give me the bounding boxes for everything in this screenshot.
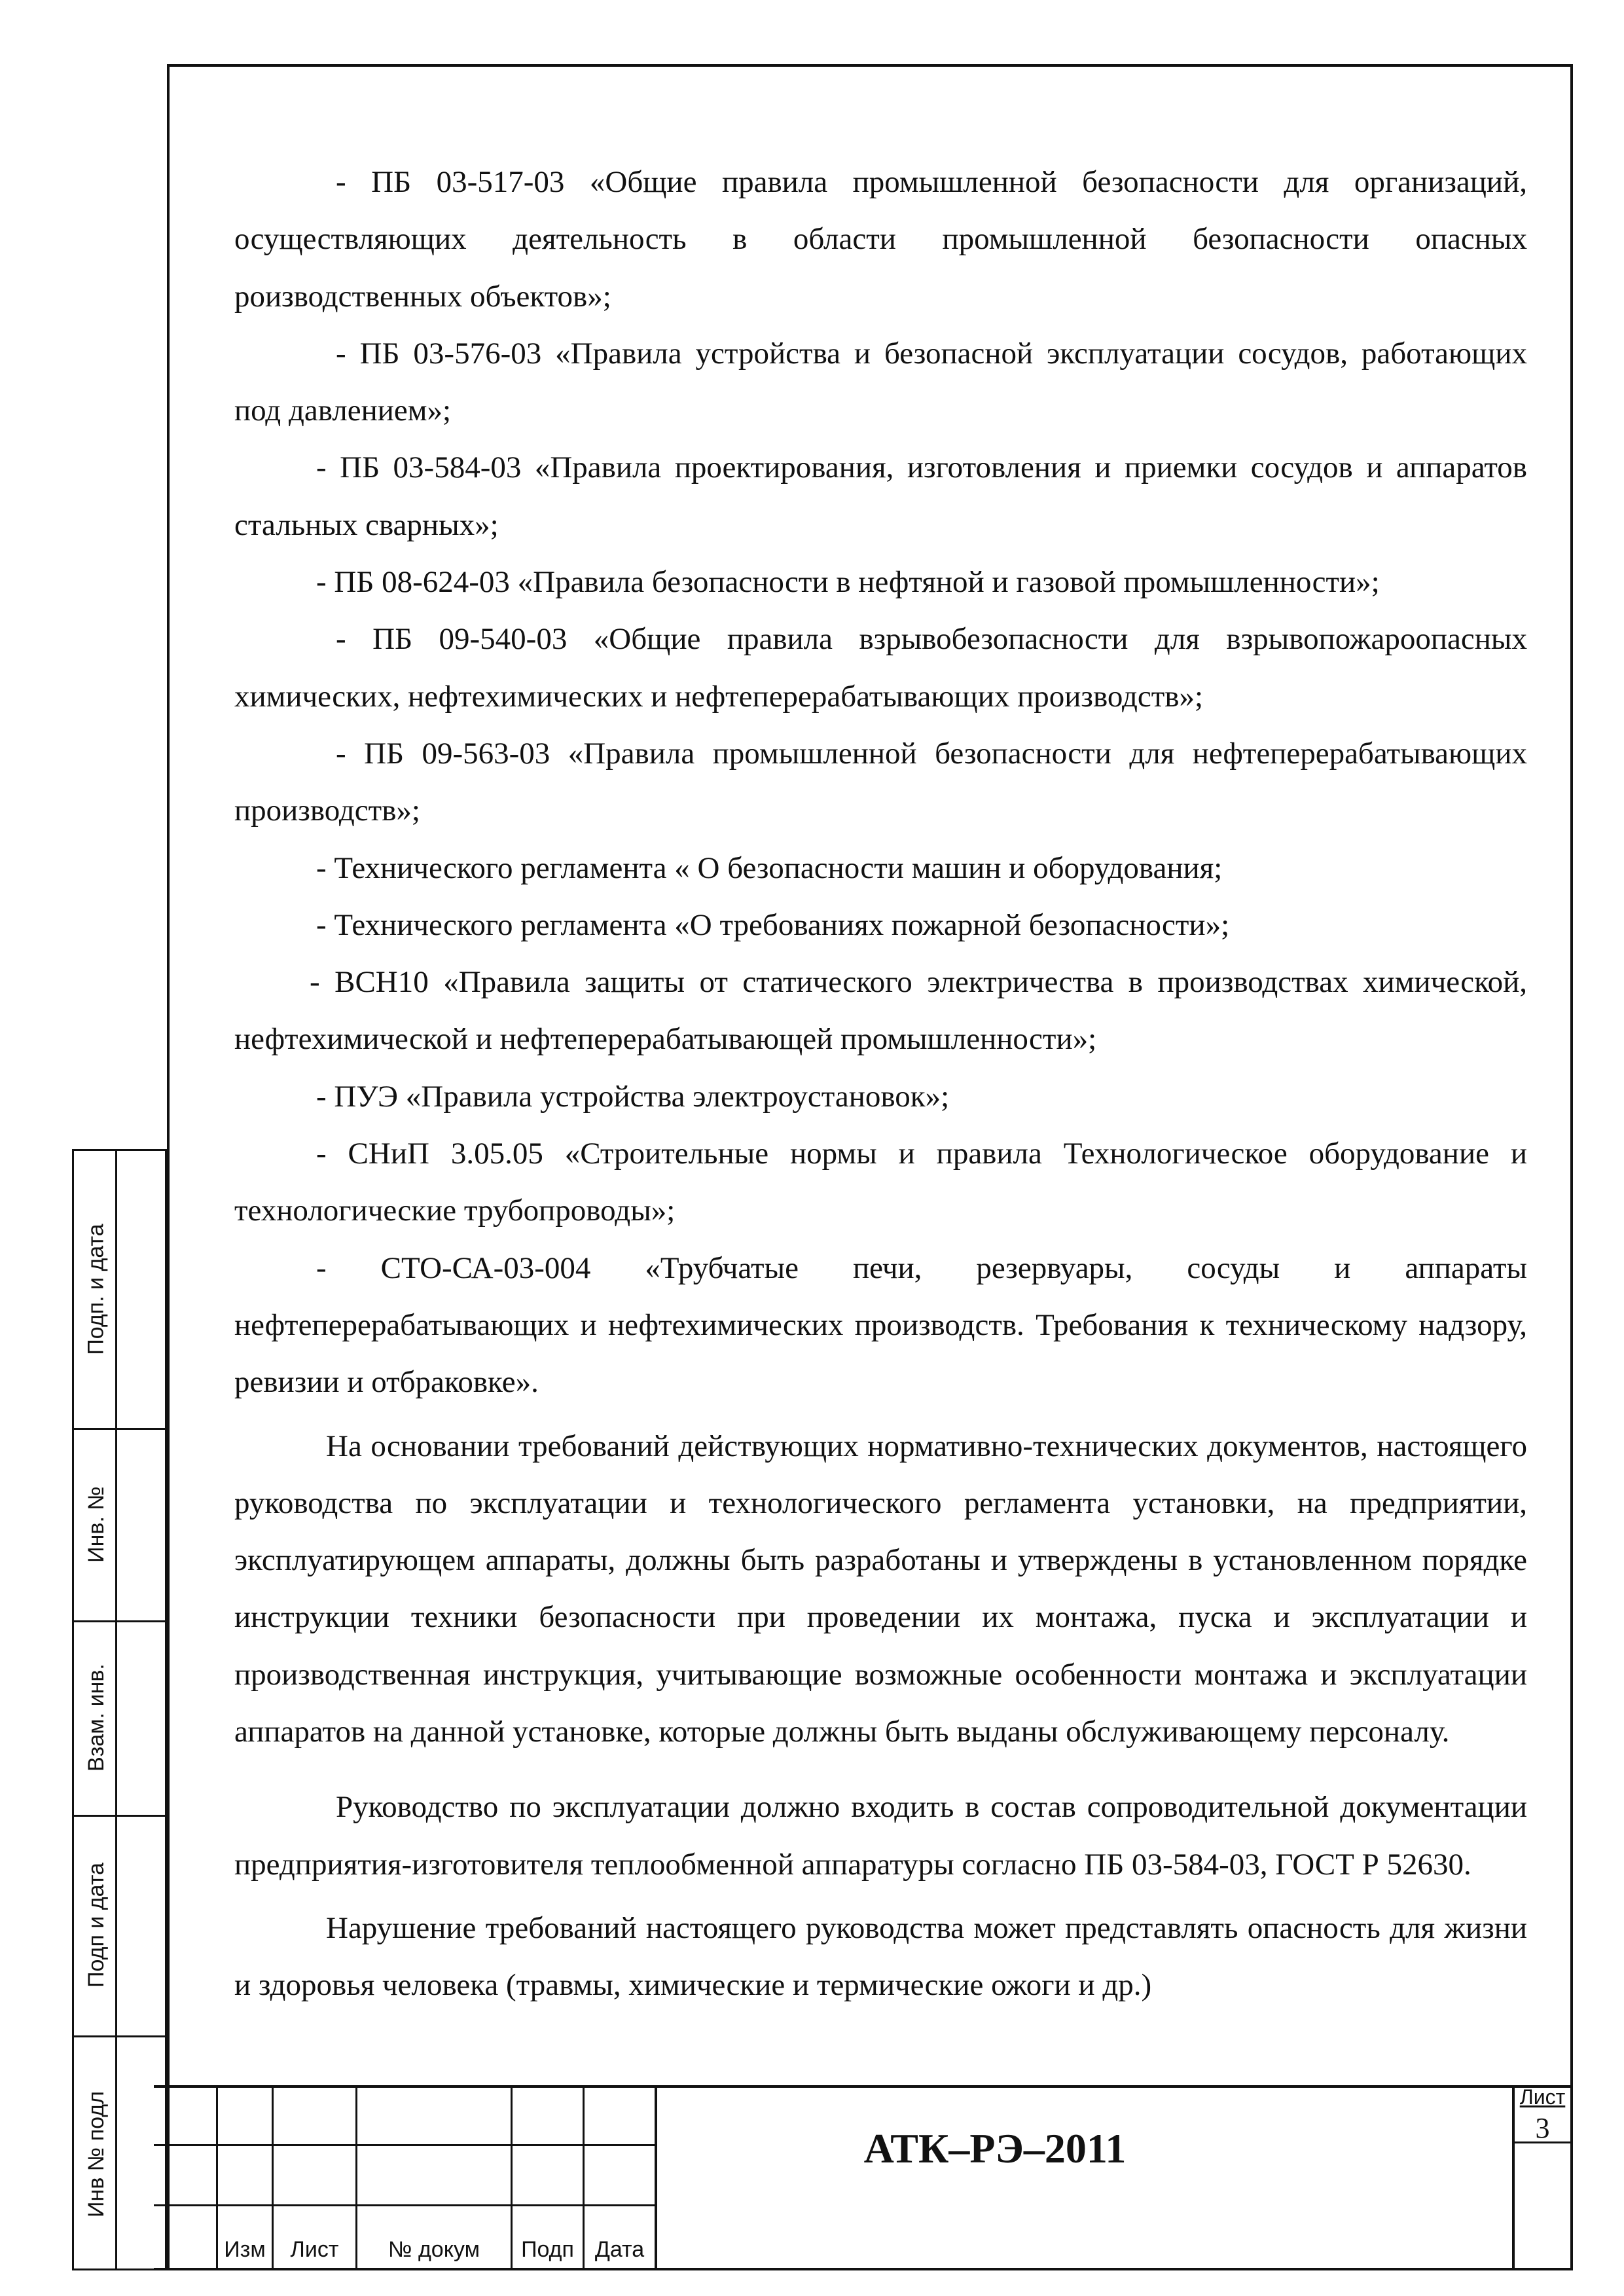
side-label-podp-data: Подп. и дата xyxy=(83,1224,109,1355)
list-item: - ПБ 03-517-03 «Общие правила промышленной безопасности для организаций, осуществляющих деятельность в области промышленной безопасности опасных роизводственных объектов»; xyxy=(234,165,1527,314)
side-label-podp-data-2: Подп и дата xyxy=(83,1863,109,1988)
list-item: - ВСН10 «Правила защиты от статического электричества в производствах химической, нефтехимической и нефтеперерабатывающей промышленности»; xyxy=(234,965,1527,1057)
title-block-line xyxy=(154,2204,655,2206)
list-item: - ПБ 03-584-03 «Правила проектирования, изготовления и приемки сосудов и аппаратов стальных сварных»; xyxy=(234,450,1527,542)
caption-list: Лист xyxy=(290,2237,339,2262)
paragraph: Руководство по эксплуатации должно входить в состав сопроводительной документации предприятия-изготовителя теплообменной аппаратуры согласно ПБ 03-584-03, ГОСТ Р 52630. xyxy=(234,1790,1527,1882)
caption-no-dokum: № докум xyxy=(388,2237,480,2262)
list-item: - СНиП 3.05.05 «Строительные нормы и правила Технологическое оборудование и технологические трубопроводы»; xyxy=(234,1137,1527,1228)
caption-izm: Изм xyxy=(224,2237,266,2262)
side-stamp xyxy=(72,1149,167,2270)
list-item: - ПУЭ «Правила устройства электроустановок»; xyxy=(316,1079,950,1114)
list-item: - ПБ 08-624-03 «Правила безопасности в нефтяной и газовой промышленности»; xyxy=(316,565,1380,600)
caption-data: Дата xyxy=(594,2237,645,2262)
list-item: - Технического регламента «О требованиях пожарной безопасности»; xyxy=(316,907,1230,942)
title-block-line xyxy=(655,2085,657,2270)
list-item: - ПБ 09-540-03 «Общие правила взрывобезопасности для взрывопожароопасных химических, нефтехимических и нефтеперерабатывающих производств»; xyxy=(234,622,1527,714)
title-block-line xyxy=(154,2085,1573,2088)
list-item: - ПБ 09-563-03 «Правила промышленной безопасности для нефтеперерабатывающих производств»; xyxy=(234,736,1527,828)
side-label-inv-no: Инв. № xyxy=(83,1485,109,1563)
paragraph: Нарушение требований настоящего руководства может представлять опасность для жизни и здоровья человека (травмы, химические и термические ожоги и др.) xyxy=(234,1910,1527,2003)
sheet-number: 3 xyxy=(1535,2112,1550,2144)
list-item: - ПБ 03-576-03 «Правила устройства и безопасной эксплуатации сосудов, работающих под давлением»; xyxy=(234,336,1527,428)
list-item: - Технического регламента « О безопасности машин и оборудования; xyxy=(316,850,1223,885)
document-body xyxy=(234,154,1527,2014)
sheet-label: Лист xyxy=(1519,2085,1566,2109)
title-block-line xyxy=(154,2268,655,2270)
title-block xyxy=(154,2085,1573,2270)
list-item: - СТО-СА-03-004 «Трубчатые печи, резервуары, сосуды и аппараты нефтеперерабатывающих и нефтехимических производств. Требования к техническому надзору, ревизии и отбраковке». xyxy=(234,1250,1527,1400)
side-label-vzam-inv: Взам. инв. xyxy=(83,1664,109,1772)
document-code: АТК–РЭ–2011 xyxy=(863,2125,1127,2172)
paragraph: На основании требований действующих нормативно-технических документов, настоящего руководства по эксплуатации и технологического регламента установки, на предприятии, эксплуатирующем аппараты, должны быть разработаны и утверждены в установленном порядке инструкции техники безопасности при проведении их монтажа, пуска и эксплуатации и производственная инструкция, учитывающие возможные особенности монтажа и эксплуатации аппаратов на данной установке, которые должны быть выданы обслуживающему персоналу. xyxy=(234,1429,1527,1749)
title-block-line xyxy=(154,2144,655,2146)
side-stamp-divider xyxy=(115,1151,117,2269)
side-label-inv-no-podl: Инв № подл xyxy=(83,2090,109,2217)
caption-podp: Подп xyxy=(521,2237,574,2262)
